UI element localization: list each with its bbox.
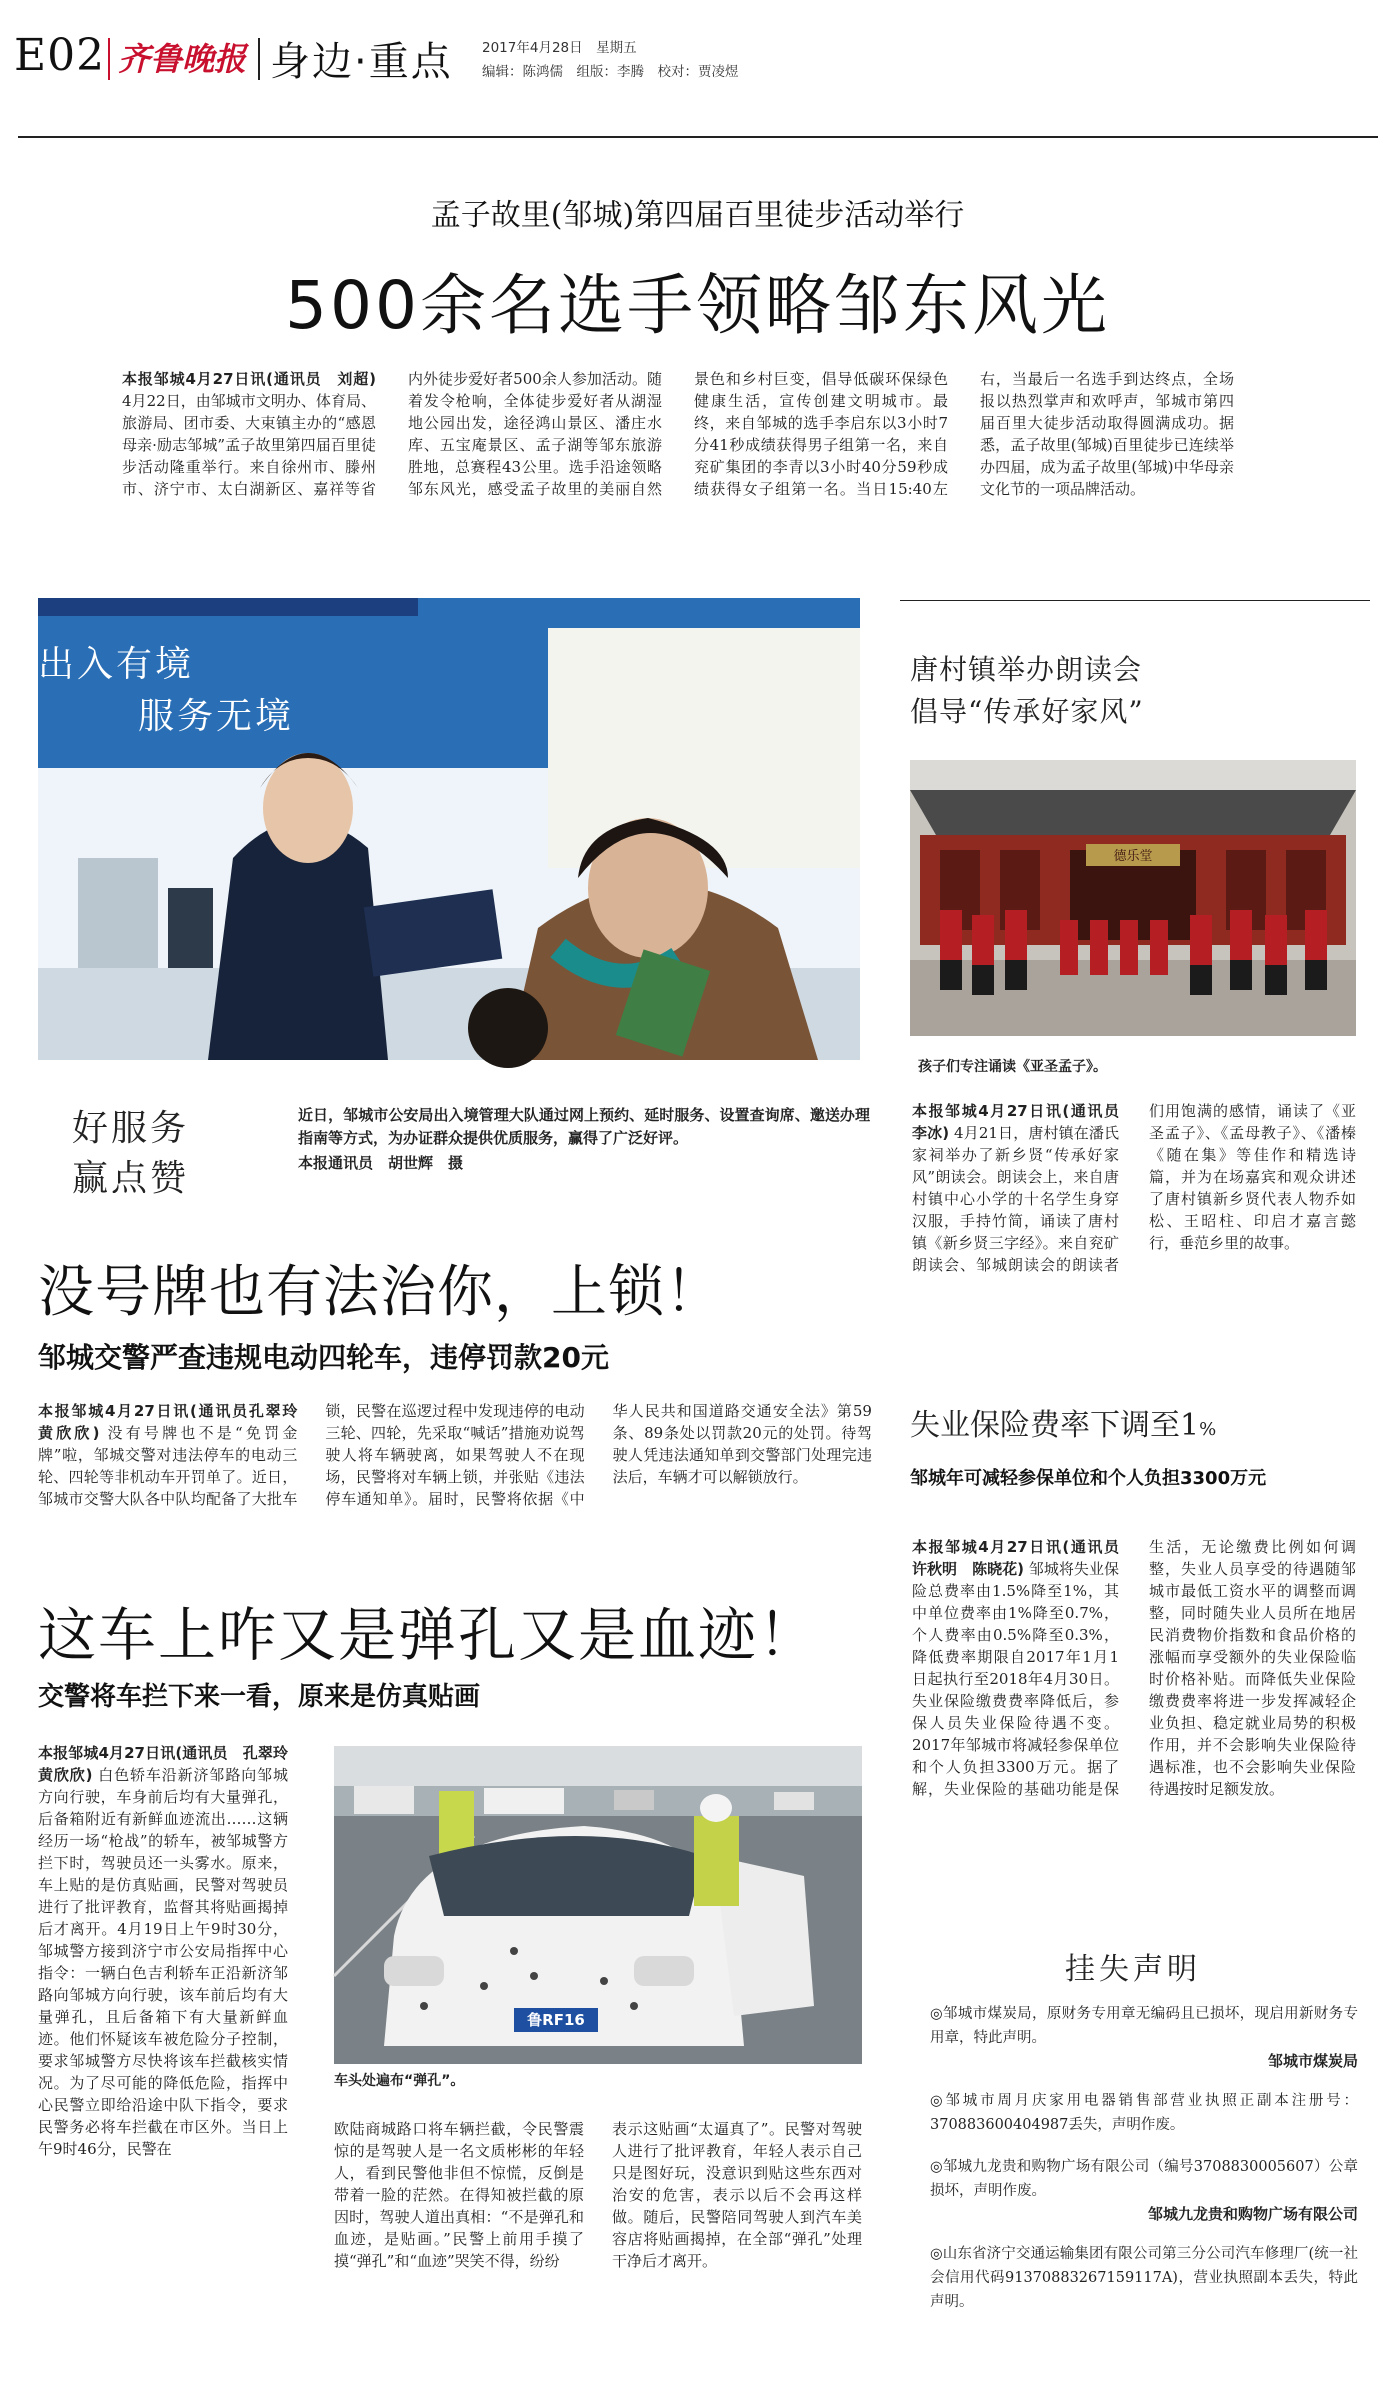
notice-item: [930, 2089, 1358, 2137]
reading-event-photo: [910, 760, 1356, 1036]
article1-lead: 本报邹城4月27日讯(通讯员 刘超): [122, 370, 376, 388]
article3-subhead: 交警将车拦下来一看，原来是仿真贴画: [38, 1682, 481, 1712]
article2-headline: 没号牌也有法治你，上锁！: [38, 1260, 722, 1325]
photo-feature-text: 近日，邹城市公安局出入境管理大队通过网上预约、延时服务、设置查询席、邀送办理指南等方式，为办证群众提供优质服务，赢得了广泛好评。: [298, 1106, 870, 1147]
article4-text: 4月21日，唐村镇在潘氏家祠举办了新乡贤“传承好家风”朗读会。朗读会上，来自唐村镇中心小学的十名学生身穿汉服，手持竹简，诵读了唐村镇《新乡贤三字经》。来自兖矿朗读会、邹城朗读会的朗读者们用饱满的感情，诵读了《亚圣孟子》、《孟母教子》、《潘榛《随在集》等佳作和精选诗篇，并为在场嘉宾和观众讲述了唐村镇新乡贤代表人物乔如松、王昭柱、印启才嘉言懿行，垂范乡里的故事。: [912, 1102, 1356, 1274]
staff-line: 编辑：陈鸿儒 组版：李腾 校对：贾凌煜: [482, 64, 739, 80]
article4-headline-1: 唐村镇举办朗读会: [910, 653, 1143, 686]
article3-col2: 欧陆商城路口将车辆拦截，令民警震惊的是驾驶人是一名文质彬彬的年轻人，看到民警他非但不惊慌，反倒是带着一脸的茫然。在得知被拦截的原因时，驾驶人道出真相：“不是弹孔和血迹，是贴画。”民警上前用手摸了摸“弹孔”和“血迹”哭笑不得，纷纷: [334, 2120, 584, 2270]
paper-name-logo: 齐鲁晚报: [118, 40, 247, 78]
article5-body: [912, 1536, 1356, 1856]
masthead-rule: [18, 136, 1378, 138]
hall-sign-line1: 出入有境: [38, 644, 195, 685]
page-code: E02: [14, 30, 106, 81]
date-line: 2017年4月28日 星期五: [482, 40, 637, 56]
article1-headline: 500余名选手领略邹东风光: [285, 267, 1110, 344]
article5-subhead: 邹城年可减轻参保单位和个人负担3300万元: [910, 1468, 1267, 1489]
photo-feature-title-1: 好服务: [72, 1108, 190, 1149]
service-hall-photo: [38, 598, 860, 1060]
article5-headline-suffix: %: [1199, 1419, 1217, 1440]
article3-text-col1: 白色轿车沿新济邹路向邹城方向行驶，车身前后均有大量弹孔，后备箱附近有新鲜血迹流出……这辆经历一场“枪战”的轿车，被邹城警方拦下时，驾驶员还一头雾水。原来，车上贴的是仿真贴画，民警对驾驶员进行了批评教育，监督其将贴画揭掉后才离开。4月19日上午9时30分，邹城警方接到济宁市公安局指挥中心指令：一辆白色吉利轿车正沿新济邹路向邹城方向行驶，该车前后均有大量弹孔，且后备箱下有大量新鲜血迹。他们怀疑该车被危险分子控制，要求邹城警方尽快将该车拦截核实情况。为了尽可能的降低危险，指挥中心民警立即给沿途中队下指令，要求民警务必将车拦截在市区外。当日上午9时46分，民警在: [38, 1766, 288, 2158]
article1-body: [122, 368, 1234, 566]
photo-feature-credit: 本报通讯员 胡世辉 摄: [298, 1154, 464, 1172]
article2-body: [38, 1400, 872, 1556]
masthead-divider-2: [258, 38, 260, 80]
article5-headline-main: 失业保险费率下调至1: [910, 1408, 1200, 1443]
hall-plaque: 德乐堂: [1113, 849, 1153, 864]
article4-body: [912, 1100, 1356, 1330]
notice-text: ◎山东省济宁交通运输集团有限公司第三分公司汽车修理厂(统一社会信用代码91370883267159117A)，营业执照副本丢失，特此声明。: [930, 2246, 1358, 2310]
article5-text: 邹城将失业保险总费率由1.5%降至1%，其中单位费率由1%降至0.7%，个人费率由0.5%降至0.3%，降低费率期限自2017年1月1日起执行至2018年4月30日。失业保险缴费费率降低后，参保人员失业保险待遇不变。2017年邹城市将减轻参保单位和个人负担3300万元。据了解，失业保险的基础功能是保生活，无论缴费比例如何调整，失业人员享受的待遇随邹城市最低工资水平的调整而调整，同时随失业人员所在地居民消费物价指数和食品价格的涨幅而享受额外的失业保险临时价格补贴。而降低失业保险缴费费率将进一步发挥减轻企业负担、稳定就业局势的积极作用，并不会影响失业保险待遇标准，也不会影响失业保险待遇按时足额发放。: [912, 1538, 1356, 1798]
car-license-plate: 鲁RF16: [527, 2011, 585, 2029]
notice-item: [930, 2242, 1358, 2314]
notice-text: ◎邹城市周月庆家用电器销售部营业执照正副本注册号：370883600404987丢失，声明作废。: [930, 2093, 1358, 2133]
car-photo-caption: 车头处遍布“弹孔”。: [334, 2073, 465, 2089]
notice-signature: 邹城九龙贵和购物广场有限公司: [1147, 2205, 1358, 2223]
article5-lead: 本报邹城4月27日讯(通讯员 许秋明 陈晓花): [912, 1538, 1135, 1578]
article3-col1: [38, 1742, 304, 2342]
article2-text: 没有号牌也不是“免罚金牌”啦，邹城交警对违法停车的电动三轮、四轮等非机动车开罚单了。近日，邹城市交警大队各中队均配备了大批车锁，民警在巡逻过程中发现违停的电动三轮、四轮，先采取“喊话”措施劝说驾驶人将车辆驶离，如果驾驶人不在现场，民警将对车辆上锁，并张贴《违法停车通知单》。届时，民警将依据《中华人民共和国道路交通安全法》第59条、89条处以罚款20元的处罚。待驾驶人凭违法通知单到交警部门处理完违法后，车辆才可以解锁放行。: [38, 1402, 872, 1508]
car-photo: [334, 1746, 862, 2064]
notice-item: [930, 2002, 1358, 2071]
article1-text: 4月22日，由邹城市文明办、体育局、旅游局、团市委、大束镇主办的“感恩母亲·励志邹城”孟子故里第四届百里徒步活动隆重举行。来自徐州市、滕州市、济宁市、太白湖新区、嘉祥等省内外徒步爱好者500余人参加活动。随着发令枪响，全体徒步爱好者从湖湿地公园出发，途径鸿山景区、潘庄水库、五宝庵景区、孟子湖等邹东旅游胜地，总赛程43公里。选手沿途领略邹东风光，感受孟子故里的美丽自然景色和乡村巨变，倡导低碳环保绿色健康生活，宣传创建文明城市。最终，来自邹城的选手李启东以3小时7分41秒成绩获得男子组第一名，来自兖矿集团的李青以3小时40分59秒成绩获得女子组第一名。当日15:40左右，当最后一名选手到达终点，全场报以热烈掌声和欢呼声，邹城市第四届百里大徒步活动取得圆满成功。据悉，孟子故里(邹城)百里徒步已连续举办四届，成为孟子故里(邹城)中华母亲文化节的一项品牌活动。: [122, 370, 1234, 498]
article3-col3: 表示这贴画“太逼真了”。民警对驾驶人进行了批评教育，年轻人表示自己只是图好玩，没意识到贴这些东西对治安的危害，表示以后不会再这样做。随后，民警陪同驾驶人到汽车美容店将贴画揭掉，在全部“弹孔”处理干净后才离开。: [612, 2120, 862, 2270]
notices-list: [930, 2002, 1358, 2314]
photo-feature-title-2: 赢点赞: [72, 1158, 190, 1199]
article2-subhead: 邹城交警严查违规电动四轮车，违停罚款20元: [38, 1341, 609, 1374]
masthead-divider: [108, 38, 110, 80]
article4-headline-2: 倡导“传承好家风”: [910, 695, 1144, 728]
hall-sign-line2: 服务无境: [138, 696, 295, 737]
article2-lead: 本报邹城4月27日讯(通讯员孔翠玲 黄欣欣): [38, 1402, 313, 1442]
article3-lead: 本报邹城4月27日讯(通讯员 孔翠玲 黄欣欣): [38, 1744, 304, 1784]
article1-kicker: 孟子故里(邹城)第四届百里徒步活动举行: [430, 198, 965, 233]
notice-text: ◎邹城市煤炭局，原财务专用章无编码且已损坏，现启用新财务专用章，特此声明。: [930, 2006, 1358, 2046]
notices-heading: 挂失声明: [1065, 1952, 1201, 1987]
article4-lead: 本报邹城4月27日讯(通讯员 李冰): [912, 1102, 1135, 1142]
reading-photo-caption: 孩子们专注诵读《亚圣孟子》。: [918, 1059, 1107, 1075]
section-title: 身边·重点: [270, 39, 453, 85]
notice-text: ◎邹城九龙贵和购物广场有限公司（编号3708830005607）公章损坏，声明作废。: [930, 2159, 1358, 2199]
article1-rule: [900, 600, 1370, 601]
article3-headline: 这车上咋又是弹孔又是血迹！: [38, 1601, 819, 1669]
notice-signature: 邹城市煤炭局: [1267, 2052, 1358, 2070]
notice-item: [930, 2155, 1358, 2224]
article5-headline: [910, 1400, 1216, 1444]
